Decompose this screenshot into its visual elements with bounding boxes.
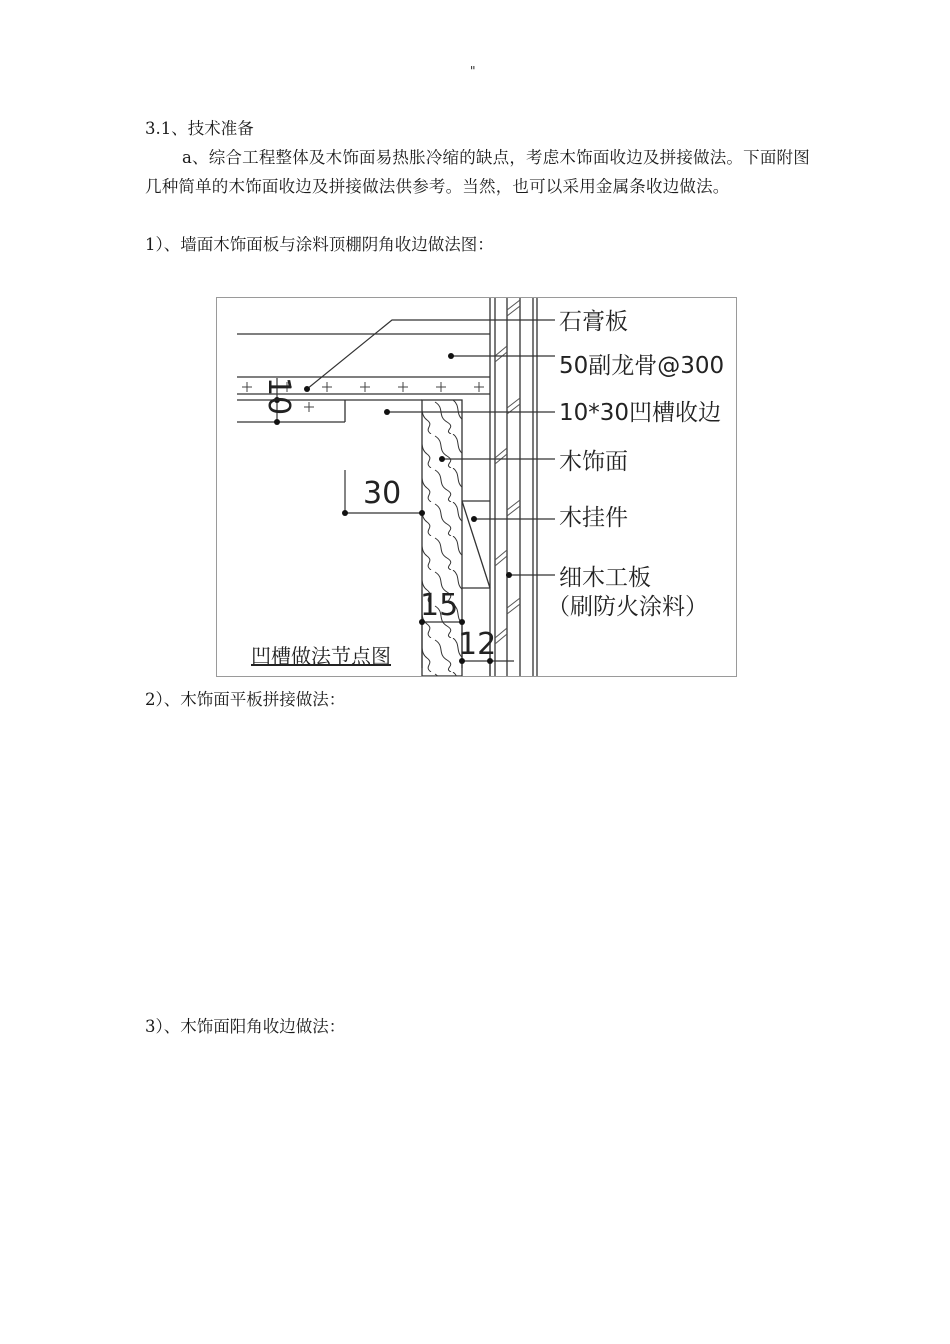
detail-drawing-svg <box>217 298 736 676</box>
label-secondary-keel: 50副龙骨@300 <box>559 353 725 379</box>
page-mark: " <box>470 64 476 78</box>
item-1-heading: 1）、墙面木饰面板与涂料顶棚阴角收边做法图： <box>145 235 494 254</box>
wood-veneer-section <box>422 400 462 676</box>
label-fireproof-coating: （刷防火涂料） <box>547 594 708 620</box>
section-title: 3.1、技术准备 <box>145 119 254 138</box>
intro-paragraph: a、综合工程整体及木饰面易热胀冷缩的缺点，考虑木饰面收边及拼接做法。下面附图几种简单的木饰面收边及拼接做法供参考。当然，也可以采用金属条收边做法。 <box>145 148 810 196</box>
wood-hanger <box>462 501 490 588</box>
dimension-15: 15 <box>420 588 459 623</box>
label-groove-trim: 10*30凹槽收边 <box>559 400 722 426</box>
dimension-30: 30 <box>363 476 402 511</box>
label-wood-hanger: 木挂件 <box>559 505 628 531</box>
figure-caption: 凹槽做法节点图 <box>251 644 391 668</box>
item-3-heading: 3）、木饰面阳角收边做法： <box>145 1017 346 1036</box>
item-2-heading: 2）、木饰面平板拼接做法： <box>145 690 346 709</box>
dimension-12: 12 <box>458 627 497 662</box>
dimension-10: 10 <box>261 376 296 416</box>
label-wood-veneer: 木饰面 <box>559 449 628 475</box>
detail-drawing-figure <box>216 297 737 677</box>
label-gypsum-board: 石膏板 <box>559 309 628 335</box>
label-blockboard: 细木工板 <box>559 565 651 591</box>
